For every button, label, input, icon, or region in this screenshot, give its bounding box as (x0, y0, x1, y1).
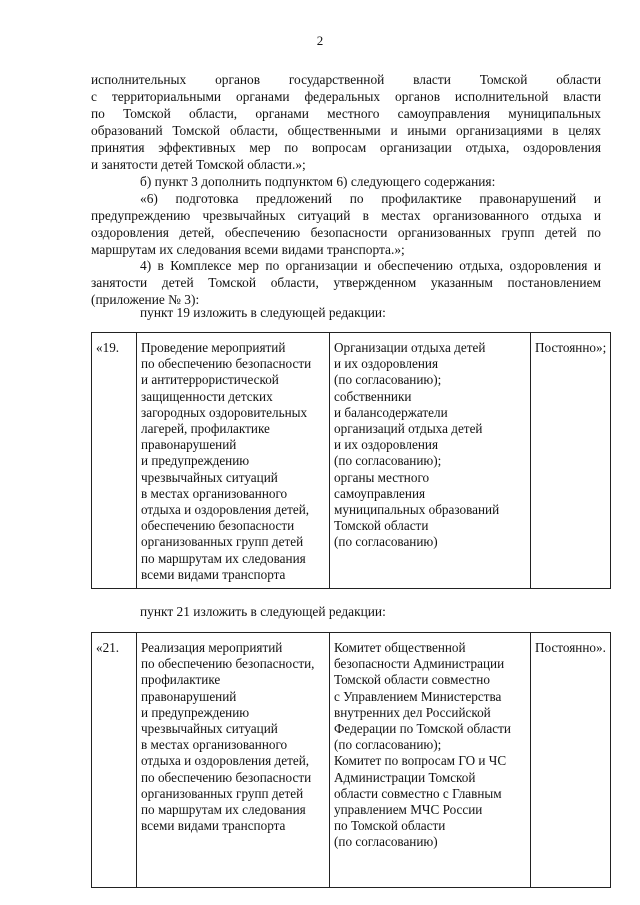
cell-line: Администрации Томской (334, 769, 476, 785)
cell-term: Постоянно»; (531, 333, 611, 589)
paragraph-subpoint-b: б) пункт 3 дополнить подпунктом 6) следующего содержания: (140, 174, 496, 189)
table-item-19 (91, 332, 611, 589)
cell-line: по маршрутам их следования (141, 802, 306, 818)
cell-line: и их оздоровления (334, 437, 439, 453)
cell-line: внутренних дел Российской (334, 704, 491, 720)
cell-line: управлением МЧС России (334, 802, 483, 818)
cell-line: в местах организованного (141, 485, 288, 501)
cell-line: и предупреждению (141, 453, 250, 469)
cell-line: организованных групп детей (141, 534, 304, 550)
table-item-21 (91, 632, 611, 888)
cell-line: Проведение мероприятий (141, 340, 286, 355)
paragraph-point-4: 4) в Комплексе мер по организации и обеспечению отдыха, оздоровления и занятости детей Томской области, утвержденном указанным постановлением (приложение № 3): (91, 258, 601, 307)
cell-line: организаций отдыха детей (334, 421, 483, 437)
cell-line: по Томской области (334, 818, 446, 834)
cell-line: муниципальных образований (334, 502, 500, 518)
text-line: исполнительных органов государственной власти Томской области (91, 72, 601, 87)
cell-number: «19. (92, 333, 137, 589)
cell-line: области совместно с Главным (334, 785, 502, 801)
cell-line: собственники (334, 388, 412, 404)
cell-action (137, 333, 330, 589)
cell-line: отдыха и оздоровления детей, (141, 502, 310, 518)
cell-line: (по согласованию); (334, 737, 442, 753)
cell-line: самоуправления (334, 485, 426, 501)
cell-line: по обеспечению безопасности (141, 356, 312, 372)
text-line: образований Томской области, общественными и иными организациями в целях (91, 123, 601, 138)
cell-line: безопасности Администрации (334, 656, 505, 672)
cell-line: и балансодержатели (334, 404, 448, 420)
cell-line: правонарушений (141, 437, 237, 453)
cell-line: и предупреждению (141, 704, 250, 720)
cell-line: Организации отдыха детей (334, 340, 486, 355)
paragraph-continuation (91, 71, 601, 173)
text-line: и занятости детей Томской области.»; (91, 157, 306, 172)
cell-line: в местах организованного (141, 737, 288, 753)
cell-line: органы местного (334, 469, 430, 485)
cell-line: Реализация мероприятий (141, 640, 283, 655)
cell-line: защищенности детских (141, 388, 273, 404)
paragraph-subpoint-6: «6) подготовка предложений по профилактике правонарушений и предупреждению чрезвычайных ситуаций в местах организованного отдыха и оздоровления детей, обеспечению безопасности организованных групп детей по маршрутам их следования всеми видами транспорта.»; (91, 191, 601, 257)
page-number: 2 (316, 33, 324, 48)
cell-line: Комитет общественной (334, 640, 466, 655)
cell-line: всеми видами транспорта (141, 566, 286, 582)
paragraph-item-19-intro: пункт 19 изложить в следующей редакции: (140, 305, 386, 320)
cell-action (137, 633, 330, 888)
cell-line: загородных оздоровительных (141, 404, 308, 420)
cell-line: (по согласованию); (334, 372, 442, 388)
cell-line: чрезвычайных ситуаций (141, 469, 278, 485)
text-line: принятия эффективных мер по вопросам организации отдыха, оздоровления (91, 140, 601, 155)
cell-line: (по согласованию); (334, 453, 442, 469)
cell-line: по обеспечению безопасности, (141, 656, 315, 672)
cell-line: обеспечению безопасности (141, 518, 295, 534)
cell-executor (330, 333, 531, 589)
cell-executor (330, 633, 531, 888)
cell-line: (по согласованию) (334, 534, 438, 550)
cell-line: и антитеррористической (141, 372, 279, 388)
cell-line: по маршрутам их следования (141, 550, 306, 566)
text-line: по Томской области, органами местного самоуправления муниципальных (91, 106, 601, 121)
text-line: с территориальными органами федеральных органов исполнительной власти (91, 89, 601, 104)
cell-line: и их оздоровления (334, 356, 439, 372)
cell-line: Комитет по вопросам ГО и ЧС (334, 753, 507, 769)
cell-line: Федерации по Томской области (334, 721, 511, 737)
cell-line: (по согласованию) (334, 834, 438, 850)
cell-line: Томской области (334, 518, 429, 534)
cell-line: всеми видами транспорта (141, 818, 286, 834)
cell-line: отдыха и оздоровления детей, (141, 753, 310, 769)
cell-line: лагерей, профилактике (141, 421, 270, 437)
cell-line: правонарушений (141, 688, 237, 704)
table-row (92, 633, 611, 888)
cell-term: Постоянно». (531, 633, 611, 888)
cell-line: по обеспечению безопасности (141, 769, 312, 785)
cell-line: профилактике (141, 672, 221, 688)
cell-number: «21. (92, 633, 137, 888)
cell-line: Томской области совместно (334, 672, 490, 688)
cell-line: чрезвычайных ситуаций (141, 721, 278, 737)
cell-line: с Управлением Министерства (334, 688, 502, 704)
table-row (92, 333, 611, 589)
paragraph-item-21-intro: пункт 21 изложить в следующей редакции: (140, 604, 386, 619)
cell-line: организованных групп детей (141, 785, 304, 801)
